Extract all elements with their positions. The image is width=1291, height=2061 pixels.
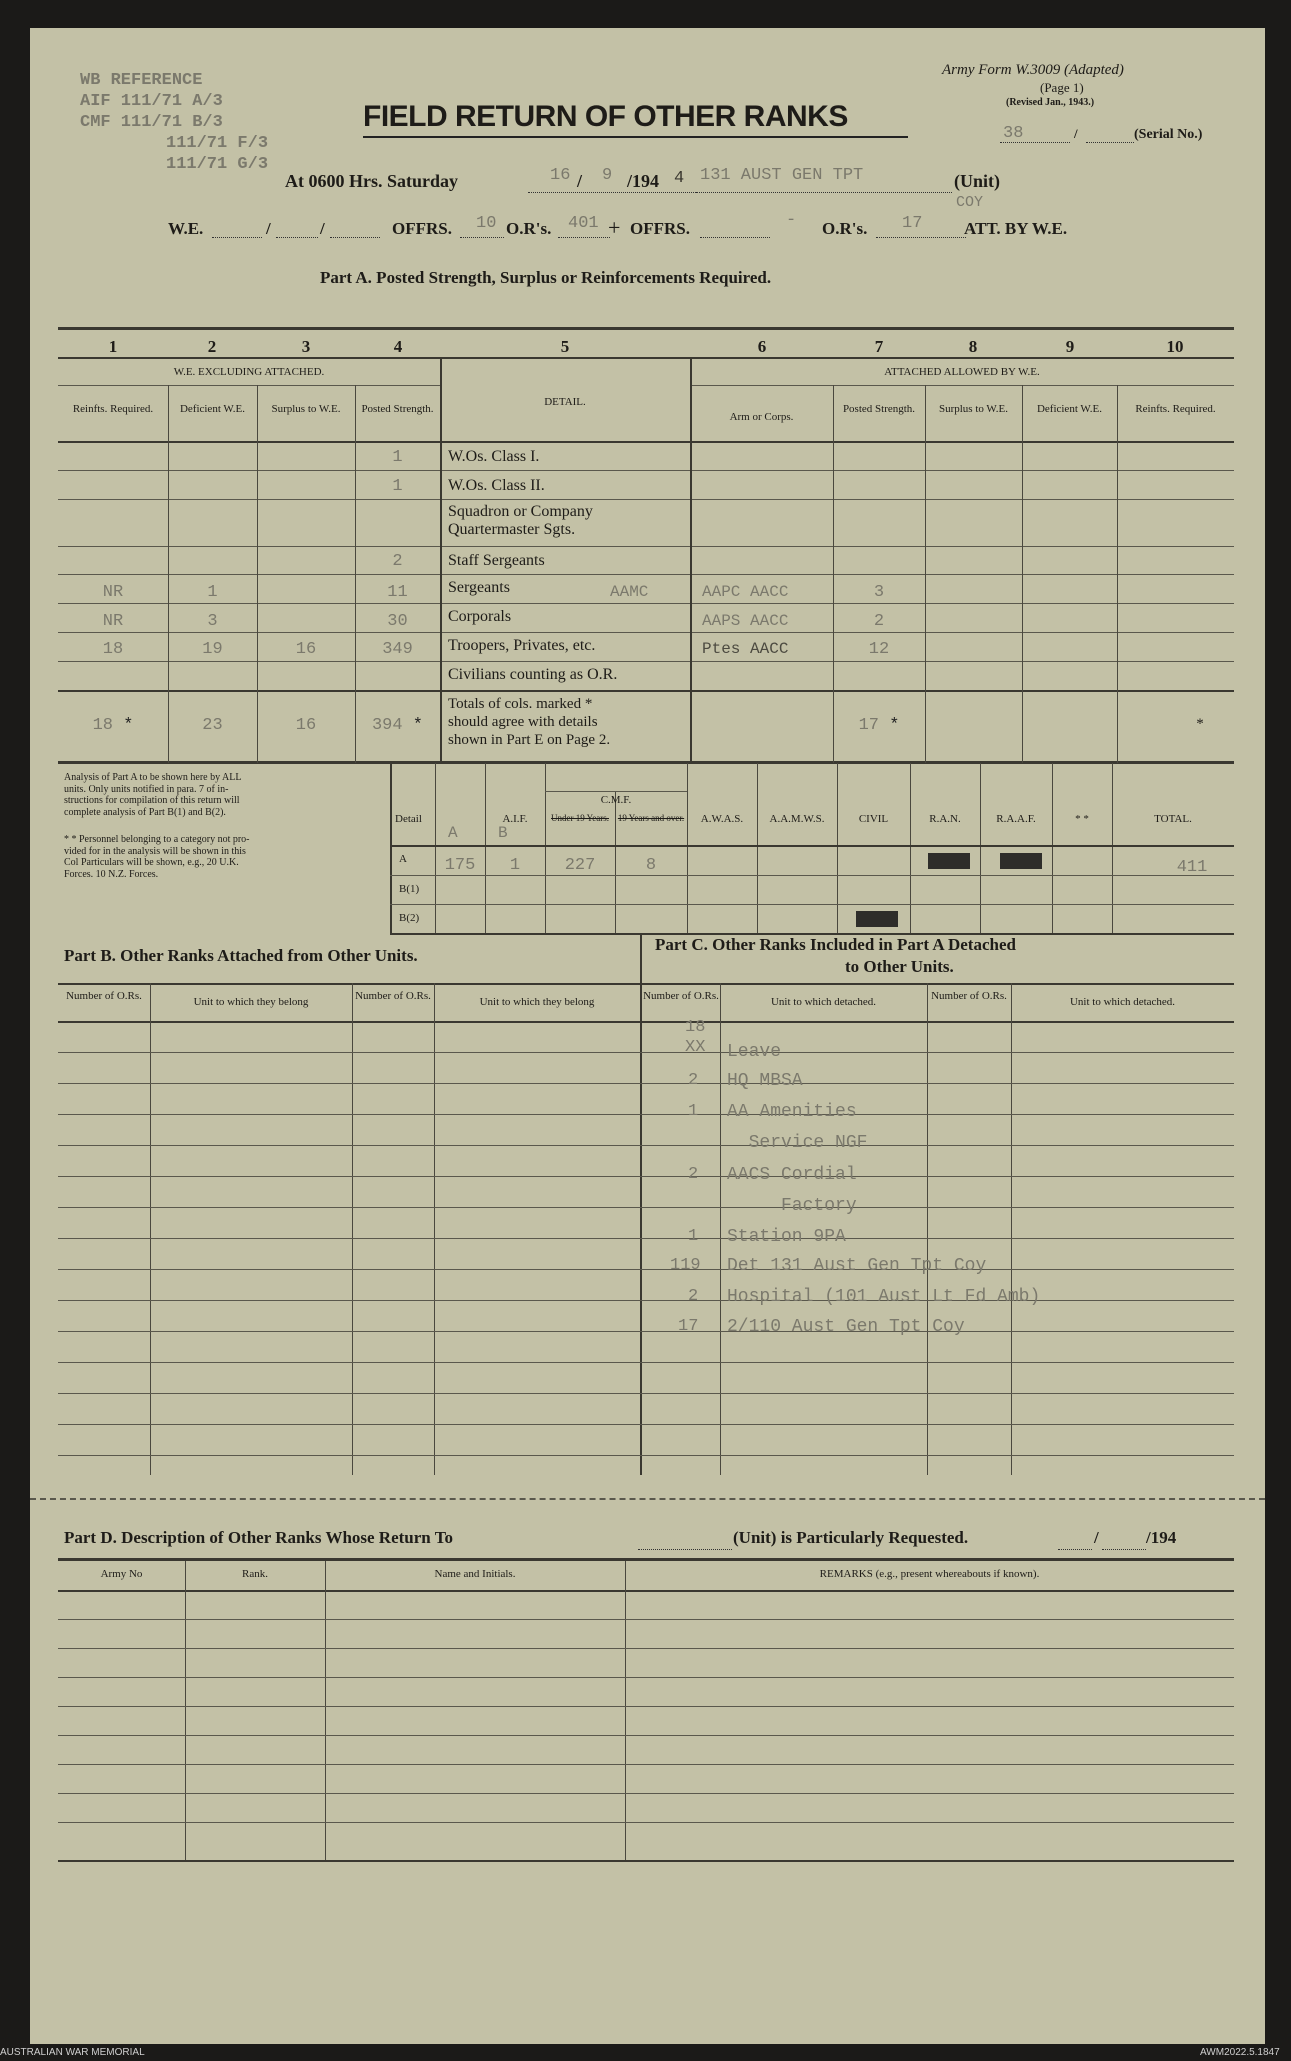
arm-corps-value: AAPS AACC [702,612,789,630]
column-divider [185,1561,186,1861]
analysis-civil-header: CIVIL [858,813,889,825]
rule [58,661,1234,662]
part-d-remarks-header: REMARKS (e.g., present whereabouts if known). [819,1568,1040,1580]
col-head-posted-strength: Posted Strength. [361,403,434,415]
rule [58,327,1234,330]
column-divider [687,763,688,935]
totals-att-posted-value: 17 [858,716,879,735]
we-dotted-line [212,237,262,238]
part-c-unit: Hospital (101 Aust Lt Fd Amb) [727,1287,1041,1307]
star-mark: * [123,716,134,735]
perforation-line [30,1498,1265,1500]
part-d-unit-dotted-line [638,1549,732,1550]
column-divider [257,385,258,763]
column-divider [833,385,834,763]
posted-strength-value: 2 [392,552,403,571]
column-divider [625,1561,626,1861]
totals-detail-line: Totals of cols. marked * [448,696,593,712]
part-c-number: 2 [688,1287,699,1306]
col-head-reinforcements: Reinfts. Required. [72,403,154,415]
unit-label: (Unit) [954,171,1000,191]
part-c-unit: HQ MBSA [727,1071,803,1091]
rule [390,845,1234,847]
row-detail: Sergeants [448,579,510,596]
totals-surplus: 16 [295,716,317,735]
part-c-number: 17 [678,1317,699,1336]
archive-reference: AWM2022.5.1847 [1200,2047,1280,2058]
rule [58,470,1234,471]
column-divider [434,983,435,1475]
plus-sign: + [608,215,621,240]
attached-other-ranks-value: 17 [902,214,923,233]
totals-detail [448,695,610,749]
analysis-aif-value: 175 [444,856,476,875]
rule [58,574,1234,575]
deficient-value: 1 [207,583,218,602]
part-c-unit: Leave [727,1042,782,1062]
reinforcements-value: 18 [102,640,124,659]
date-separator: / [577,171,583,191]
wb-reference-line: AIF 111/71 A/3 [80,92,223,111]
rule [58,761,1234,764]
analysis-footnote-line: Forces. 10 N.Z. Forces. [64,868,159,880]
revision-note: (Revised Jan., 1943.) [1006,97,1095,108]
part-d-title: Part D. Description of Other Ranks Whose Return To [64,1528,453,1547]
serial-dotted-line [1000,142,1070,143]
part-c-number-header: Number of O.Rs. [643,990,719,1002]
attached-by-we-label: ATT. BY W.E. [964,219,1068,238]
unit-value: 131 AUST GEN TPT [700,166,864,185]
rule [58,546,1234,547]
part-c-unit: Det 131 Aust Gen Tpt Coy [727,1256,987,1276]
rule [58,1764,1234,1765]
part-c-unit-header: Unit to which detached. [770,996,877,1008]
analysis-raaf-header: R.A.A.F. [996,813,1036,825]
col-head-att-posted: Posted Strength. [842,403,916,415]
attached-officers-dotted-line [700,237,770,238]
rule [58,1145,1234,1146]
title-underline [363,136,908,138]
attached-other-ranks-dotted-line [876,237,966,238]
surplus-value: 16 [295,640,317,659]
analysis-under19-header: Under 19 Years. [551,813,609,823]
rule [58,441,1234,443]
unit-dotted-line [696,192,952,193]
analysis-row-label: B(1) [399,883,420,895]
posted-strength-value: 30 [387,612,408,631]
row-detail: Civilians counting as O.R. [448,666,618,683]
date-month: 9 [602,166,613,185]
analysis-note-line: complete analysis of Part B(1) and B(2). [64,806,226,818]
column-divider [440,357,442,763]
part-b-c-divider [640,935,642,1475]
date-year-digit: 4 [674,169,685,188]
we-label: W.E. [168,219,204,238]
redacted-block [928,853,970,869]
column-number: 7 [874,337,884,356]
we-dotted-line [330,237,380,238]
rule [58,983,1234,985]
analysis-note [64,772,241,818]
row-detail: W.Os. Class I. [448,448,540,465]
analysis-footnote-line: * * Personnel belonging to a category not pro- [64,834,250,845]
totals-detail-line: should agree with details [448,714,598,730]
totals-att-posted [833,716,925,735]
part-c-number: 1 [688,1227,699,1246]
reinforcements-value: NR [102,612,124,631]
analysis-cmf-under19-value: 1 [509,856,521,875]
wb-reference-line: CMF 111/71 B/3 [80,113,223,132]
posted-strength-value: 1 [392,448,403,467]
analysis-footnote-line: Col Particulars will be shown, e.g., 20 U.K. [64,857,239,868]
part-c-title-continued: to Other Units. [845,957,954,976]
part-c-number-header: Number of O.Rs. [931,990,1007,1002]
rule [58,1793,1234,1794]
we-dotted-line [276,237,318,238]
officers-label: OFFRS. [392,219,452,238]
row-detail-annotation: AAMC [610,583,649,601]
star-mark: * [1196,716,1204,732]
we-separator: / [266,219,271,238]
row-detail-line: Quartermaster Sgts. [448,521,576,538]
column-divider [837,763,838,935]
arm-corps-value: Ptes AACC [702,640,789,658]
attached-officers-value: - [786,211,797,230]
rule [58,1860,1234,1862]
star-mark: * [412,716,423,735]
part-c-number: 2 [688,1071,699,1090]
part-c-number: XX [685,1038,706,1057]
rule [58,357,1234,359]
army-form-adapted: (Adapted) [1063,62,1124,78]
we-separator: / [320,219,325,238]
form-sheet [30,28,1265,2044]
part-c-number: 2 [688,1165,699,1184]
rule [58,1590,1234,1592]
column-divider [925,385,926,763]
column-divider [1011,983,1012,1475]
rule [58,1176,1234,1177]
other-ranks-value: 401 [568,214,599,233]
part-b-title: Part B. Other Ranks Attached from Other Units. [64,946,418,965]
part-b-unit-header: Unit to which they belong [193,996,309,1008]
star-mark: * [889,716,900,735]
row-detail: Corporals [448,608,512,625]
column-divider [1022,385,1023,763]
col-head-surplus: Surplus to W.E. [271,403,341,415]
analysis-row-label: A [399,853,407,865]
part-c-number: 18 [685,1018,706,1037]
col-head-att-reinforcements: Reinfts. Required. [1135,403,1216,415]
redacted-block [1000,853,1042,869]
att-posted-value: 2 [873,612,885,631]
part-c-unit: 2/110 Aust Gen Tpt Coy [727,1317,965,1337]
reinforcements-value: NR [102,583,124,602]
posted-strength-value: 349 [382,640,413,659]
row-detail: Troopers, Privates, etc. [448,637,596,654]
column-divider [545,763,546,935]
wb-reference-line: WB REFERENCE [80,71,203,90]
analysis-note-line: units. Only units notified in para. 7 of in- [64,783,229,795]
col-head-arm-corps: Arm or Corps. [729,411,794,423]
part-a-title: Part A. Posted Strength, Surplus or Reinforcements Required. [320,268,772,287]
rule [58,1362,1234,1363]
column-divider [1112,763,1113,935]
totals-posted [355,716,440,735]
serial-dotted-line [1086,142,1134,143]
column-divider [435,763,436,935]
row-detail [448,503,593,539]
rule [58,1677,1234,1678]
rule [390,904,1234,905]
rule [58,690,1234,692]
rule [58,385,440,386]
column-divider [980,763,981,935]
other-ranks-dotted-line [558,237,610,238]
row-detail-line: Squadron or Company [448,503,593,520]
part-b-number-header: Number of O.Rs. [355,990,431,1002]
column-number: 8 [968,337,978,356]
part-c-unit: Factory [727,1196,857,1216]
column-number: 5 [560,337,570,356]
column-divider [927,983,928,1475]
col-head-deficient: Deficient W.E. [179,403,246,415]
wb-reference [80,70,268,175]
column-divider [910,763,911,935]
column-divider [720,983,721,1475]
analysis-awas-header: A.W.A.S. [700,813,744,825]
rule [58,632,1234,633]
analysis-total-value: 411 [1176,858,1208,877]
part-c-unit-header: Unit to which detached. [1069,996,1176,1008]
serial-label: (Serial No.) [1134,127,1203,142]
rule [58,1735,1234,1736]
analysis-note-line: structions for compilation of this return will [64,795,240,806]
part-d-date-separator: / [1094,1528,1099,1547]
col-head-att-deficient: Deficient W.E. [1036,403,1103,415]
rule [58,1207,1234,1208]
row-detail: Staff Sergeants [448,552,545,569]
rule [690,385,1234,386]
totals-reinforcements-value: 18 [92,716,113,735]
at-line-label: At 0600 Hrs. Saturday [285,171,459,191]
part-c-title: Part C. Other Ranks Included in Part A Detached [655,935,1016,954]
arm-corps-value: AAPC AACC [702,583,789,601]
rule [58,1114,1234,1115]
part-c-unit: Service NGF [727,1133,868,1153]
analysis-aamws-header: A.A.M.W.S. [769,813,825,825]
totals-reinforcements [58,716,168,735]
column-divider [352,983,353,1475]
army-form-number: Army Form W.3009 [942,62,1061,78]
serial-number-value: 38 [1003,124,1024,143]
totals-detail-line: shown in Part E on Page 2. [448,732,611,748]
part-d-date-dotted-line [1102,1549,1146,1550]
totals-deficient: 23 [202,716,223,735]
analysis-footnote-line: vided for in the analysis will be shown in this [64,845,246,857]
part-c-unit: AACS Cordial [727,1165,857,1185]
deficient-value: 3 [207,612,218,631]
detail-header: DETAIL. [544,396,586,408]
column-number: 1 [108,337,118,356]
column-divider [1052,763,1053,935]
column-number: 10 [1166,337,1184,356]
date-day: 16 [550,166,571,185]
analysis-awas-value: 8 [645,856,657,875]
rule [545,791,687,792]
column-divider [355,385,356,763]
serial-separator: / [1074,126,1078,141]
column-divider [150,983,151,1475]
analysis-note-line: Analysis of Part A to be shown here by ALL [64,772,242,783]
analysis-total-header: TOTAL. [1154,813,1192,825]
we-excluding-header: W.E. EXCLUDING ATTACHED. [173,366,325,378]
part-d-army-no-header: Army No [100,1568,143,1580]
part-c-unit: Station 9PA [727,1227,846,1247]
rule [58,1300,1234,1301]
analysis-ran-header: R.A.N. [929,813,961,825]
posted-strength-value: 1 [392,477,403,496]
part-d-date-dotted-line [1058,1549,1092,1550]
part-d-title-unit: (Unit) is Particularly Requested. [733,1528,969,1547]
wb-reference-line: 111/71 F/3 [166,134,269,153]
part-d-title-date: /194 [1146,1528,1177,1547]
rule [390,875,1234,876]
part-b-unit-header: Unit to which they belong [479,996,595,1008]
column-number: 2 [207,337,217,356]
attached-allowed-header: ATTACHED ALLOWED BY W.E. [884,366,1040,378]
posted-strength-value: 11 [387,583,408,602]
analysis-typed-mark: A [448,824,458,842]
column-divider [168,385,169,763]
rule [58,1558,1234,1561]
redacted-block [856,911,898,927]
analysis-detail-header: Detail [395,813,422,825]
rule [58,1648,1234,1649]
row-detail: W.Os. Class II. [448,477,545,494]
column-number: 6 [757,337,767,356]
column-divider [325,1561,326,1861]
rule [58,499,1234,500]
col-head-att-surplus: Surplus to W.E. [938,403,1009,415]
rule [58,1393,1234,1394]
other-ranks-label: O.R's. [506,219,552,238]
analysis-cmf-over19-value: 227 [564,856,596,875]
rule [58,1269,1234,1270]
rule [58,1021,1234,1023]
archive-credit: AUSTRALIAN WAR MEMORIAL [0,2047,145,2058]
officers-dotted-line [460,237,504,238]
part-c-number: 1 [688,1102,699,1121]
column-divider [390,763,392,935]
analysis-over19-header: 19 Years and over. [617,813,685,823]
part-d-name-header: Name and Initials. [434,1568,516,1580]
page-number: (Page 1) [1040,80,1084,95]
column-number: 4 [393,337,403,356]
date-year-prefix: /194 [627,171,660,191]
rule [58,1083,1234,1084]
wb-reference-line: 111/71 G/3 [166,155,269,174]
attached-other-ranks-label: O.R's. [822,219,868,238]
officers-value: 10 [476,214,497,233]
rule [58,1822,1234,1823]
rule [58,1619,1234,1620]
part-b-number-header: Number of O.Rs. [66,990,142,1002]
rule [58,603,1234,604]
rule [58,1424,1234,1425]
rule [58,1331,1234,1332]
part-c-number: 119 [670,1256,701,1275]
unit-value-continued: COY [956,194,984,211]
analysis-cmf-header: C.M.F. [600,794,632,806]
part-d-rank-header: Rank. [242,1568,268,1580]
rule [58,1052,1234,1053]
column-number: 3 [301,337,311,356]
rule [58,1455,1234,1456]
column-divider [485,763,486,935]
analysis-row-label: B(2) [399,912,420,924]
totals-posted-value: 394 [371,716,403,735]
column-number: 9 [1065,337,1075,356]
deficient-value: 19 [202,640,223,659]
rule [58,1706,1234,1707]
analysis-footnote [64,834,250,880]
column-divider [1117,385,1118,763]
army-form-label [942,62,1124,79]
form-title: FIELD RETURN OF OTHER RANKS [363,100,848,133]
rule [58,1238,1234,1239]
part-c-unit: AA Amenities [727,1102,857,1122]
analysis-typed-mark: B [498,824,508,842]
analysis-other-header: * * [1075,813,1089,825]
att-posted-value: 12 [868,640,890,659]
attached-officers-label: OFFRS. [630,219,690,238]
att-posted-value: 3 [873,583,885,602]
analysis-aif-header: A.I.F. [502,813,528,825]
column-divider [757,763,758,935]
